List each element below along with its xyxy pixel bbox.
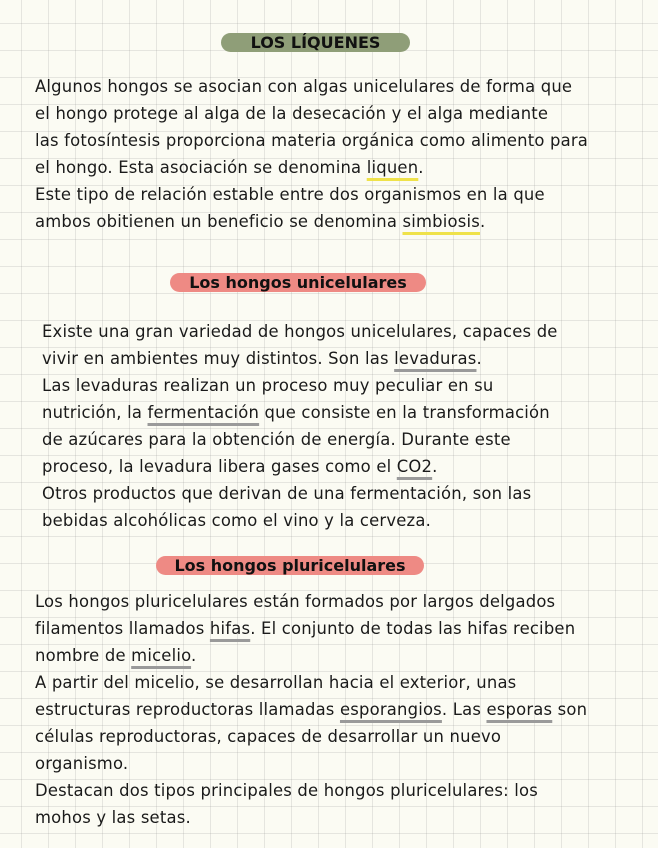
text-line — [42, 345, 558, 372]
highlighted-term-fermentacion: fermentación — [147, 403, 260, 422]
text-segment: vivir en ambientes muy distintos. Son las — [42, 349, 395, 368]
text-line: Las levaduras realizan un proceso muy peculiar en su — [42, 376, 494, 395]
text-line: Existe una gran variedad de hongos unicelulares, capaces de — [42, 322, 558, 341]
text-segment: proceso, la levadura libera gases como el — [42, 457, 397, 476]
text-segment: . Las — [441, 700, 487, 719]
text-segment: que consiste en la transformación — [259, 403, 550, 422]
highlighted-term-levaduras: levaduras — [394, 349, 477, 368]
text-line: bebidas alcohólicas como el vino y la cerveza. — [42, 511, 431, 530]
highlighted-term-co2: CO2 — [396, 457, 433, 476]
text-line: de azúcares para la obtención de energía. Durante este — [42, 430, 511, 449]
liquenes-paragraph — [35, 73, 588, 235]
text-segment: filamentos llamados — [35, 619, 210, 638]
highlighted-term-simbiosis: simbiosis — [402, 212, 480, 231]
pluricelulares-paragraph — [35, 588, 587, 831]
text-line — [35, 154, 588, 181]
text-line: Este tipo de relación estable entre dos organismos en la que — [35, 185, 545, 204]
text-line: mohos y las setas. — [35, 808, 191, 827]
text-segment: estructuras reproductoras llamadas — [35, 700, 340, 719]
text-line — [35, 208, 588, 235]
unicelulares-paragraph — [42, 318, 558, 534]
text-line: las fotosíntesis proporciona materia orgánica como alimento para — [35, 131, 589, 150]
text-segment: . El conjunto de todas las hifas reciben — [250, 619, 576, 638]
highlighted-term-esporas: esporas — [486, 700, 553, 719]
text-segment: . — [479, 212, 486, 231]
section-title-unicelulares: Los hongos unicelulares — [170, 273, 426, 292]
text-line: organismo. — [35, 754, 129, 773]
page-title: LOS LÍQUENES — [221, 33, 410, 52]
text-line: Otros productos que derivan de una fermentación, son las — [42, 484, 532, 503]
highlighted-term-liquen: liquen — [366, 158, 419, 177]
text-line: células reproductoras, capaces de desarrollar un nuevo — [35, 727, 502, 746]
highlighted-term-micelio: micelio — [131, 646, 192, 665]
text-line — [42, 399, 558, 426]
text-segment: son — [552, 700, 588, 719]
text-line: Los hongos pluricelulares están formados por largos delgados — [35, 592, 556, 611]
text-segment: . — [476, 349, 482, 368]
text-segment: el hongo. Esta asociación se denomina — [35, 158, 367, 177]
text-line: A partir del micelio, se desarrollan hacia el exterior, unas — [35, 673, 517, 692]
text-segment: nombre de — [35, 646, 132, 665]
highlighted-term-hifas: hifas — [209, 619, 251, 638]
text-segment: . — [191, 646, 197, 665]
text-segment: ambos obitienen un beneficio se denomina — [35, 212, 403, 231]
text-line: Algunos hongos se asocian con algas unicelulares de forma que — [35, 77, 573, 96]
text-segment: . — [432, 457, 438, 476]
highlighted-term-esporangios: esporangios — [339, 700, 442, 719]
text-segment: nutrición, la — [42, 403, 148, 422]
text-line — [35, 642, 587, 669]
section-title-pluricelulares: Los hongos pluricelulares — [156, 556, 424, 575]
text-line — [35, 615, 587, 642]
text-line: el hongo protege al alga de la desecación y el alga mediante — [35, 104, 549, 123]
text-line: Destacan dos tipos principales de hongos pluricelulares: los — [35, 781, 539, 800]
text-line — [35, 696, 587, 723]
text-segment: . — [418, 158, 424, 177]
text-line — [42, 453, 558, 480]
